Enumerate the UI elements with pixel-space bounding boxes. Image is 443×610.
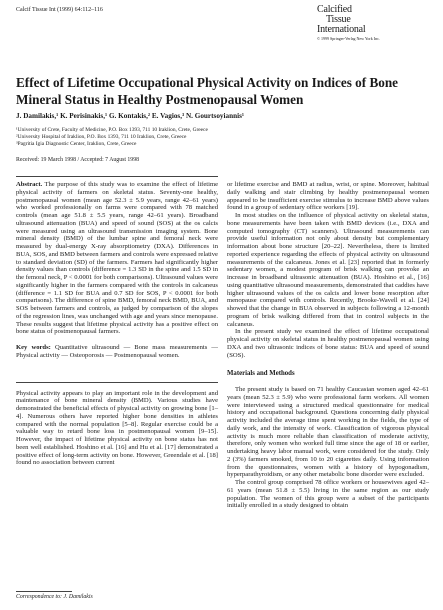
intro-paragraph-4: In the present study we examined the effect of lifetime occupational physical activity on skeletal status in healthy postmenopausal women using DXA and two ultrasonic indices of bone status: BUA and speed of sound (SOS). bbox=[227, 328, 429, 359]
copyright-notice: © 1999 Springer-Verlag New York Inc. bbox=[317, 36, 380, 41]
correspondence-footnote: Correspondence to: J. Damilakis bbox=[16, 594, 93, 600]
article-title: Effect of Lifetime Occupational Physical Activity on Indices of Bone Mineral Status in Healthy Postmenopausal Women bbox=[16, 75, 399, 107]
logo-line-2: Tissue bbox=[326, 14, 351, 25]
abstract-bottom-rule bbox=[16, 382, 218, 383]
abstract-text: The purpose of this study was to examine the effect of lifetime physical activity of farmers on skeletal status. Seventy-one healthy, postmenopausal women (mean age 52.3 ± 5.9 years, range 42–61 years) who worked professionally on farms were compared with 78 matched controls (mean age 51.8 ± 5.5 years, range 42–61 years). Broadband ultrasound attenuation (BUA) and speed of sound (SOS) at the os calcis were measured using an ultrasound transmission imaging system. Bone mineral density (BMD) of the lumbar spine and femoral neck were measured by dual-energy X-ray absorptiometry (DXA). Differences in BUA, SOS, and BMD between farmers and controls were expressed relative to standard deviation (SD) of the farmers. Farmers had significantly higher density values than controls (difference = 1.3 SD in the spine and 1.5 SD in the femoral neck, P < 0.0001 for both comparisons). Ultrasound values were significantly higher in the farmers compared with the controls in calcaneus (difference = 1.1 SD for BUA and 0.7 SD for SOS, P < 0.0001 for both comparisons). The difference of spine BMD, femoral neck BMD, BUA, and SOS between farmers and controls, as judged by comparison of the slopes of the regression lines, was unchanged with age and years since menopause. These results suggest that lifetime physical activity has a positive effect on bone status of postmenopausal farmers. bbox=[16, 181, 219, 336]
abstract-top-rule bbox=[16, 176, 218, 177]
affiliation-1: ¹University of Crete, Faculty of Medicine, P.O. Box 1393, 711 10 Iraklion, Crete, Greece bbox=[16, 127, 208, 133]
affiliation-3: ³Pagritia Igia Diagnostic Center, Iraklion, Crete, Greece bbox=[16, 141, 137, 148]
received-dates: Received: 19 March 1998 / Accepted: 7 August 1998 bbox=[16, 157, 139, 163]
methods-paragraph-2: The control group comprised 78 office workers or housewives aged 42–61 years (mean 51.8 ± 5.5) living in the same region as our study population. The women of this group were a subset of the participants initially enrolled in a study designed to obtain bbox=[227, 479, 429, 510]
affiliation-2: ²University Hospital of Iraklion, P.O. Box 1393, 711 10 Iraklion, Crete, Greece bbox=[16, 134, 187, 141]
left-column bbox=[16, 181, 218, 467]
author-list: J. Damilakis,¹ K. Perisinakis,¹ G. Kontakis,² E. Vagios,³ N. Gourtsoyiannis¹ bbox=[16, 112, 245, 120]
keywords-text: Quantitative ultrasound — Bone mass measurements — Physical activity — Osteoporosis — Postmenopausal women. bbox=[16, 344, 218, 359]
logo-line-1: Calcified bbox=[317, 4, 352, 15]
footnote-rule bbox=[16, 591, 72, 592]
methods-paragraph-1: The present study is based on 71 healthy Caucasian women aged 42–61 years (mean 52.3 ± 5.9) who were professional farm workers. All women were interviewed using a structured medical questionnaire for medical history and occupational background. Questions concerning daily physical activity included the average time spent working in the fields, the type of daily work, and the intensity of work. Classification of vigorous physical activity is much more reliable than classification of moderate activity, therefore, only women who worked full time since the age of 18 or earlier, undertaking heavy labor manual work, were considered for the study. Only 2 (3%) farmers smoked, from 10 to 20 cigarettes daily. Using information from the questionnaires, women with a history of hypogonadism, hyperparathyroidism, or any other metabolic bone disorder were excluded. bbox=[227, 386, 429, 479]
keywords bbox=[16, 344, 218, 360]
journal-logo bbox=[317, 5, 429, 42]
methods-heading: Materials and Methods bbox=[227, 370, 295, 378]
abstract-label: Abstract. bbox=[16, 181, 43, 188]
journal-citation: Calcif Tissue Int (1999) 64:112–116 bbox=[16, 7, 103, 13]
intro-paragraph-3: In most studies on the influence of physical activity on skeletal status, bone measurements have been taken with BMD devices (i.e., DXA and computed tomography (CT) scanners). Ultrasound measurements can provide useful information not only about density but complementary information about bone structure [20–22]. Nevertheless, there is limited reported experience regarding the effects of physical activity on ultrasound measurements of the calcaneus. Jones et al. [23] reported that in formerly sedentary women, a modest program of brisk walking can provoke an increase in broadband ultrasonic attenuation (BUA). Hoshino et al., [16] using quantitative ultrasound measurements, demonstrated that caddies have higher ultrasound values of the os calcis and lower bone resorption after menopause compared with controls. Recently, Brooke-Wavell et al. [24] showed that the change in BUA observed in subjects following a 12-month program of brisk walking differed from that in control subjects in the calcaneus. bbox=[227, 212, 429, 328]
intro-paragraph-1: Physical activity appears to play an important role in the development and maintenance of bone mineral density (BMD). Various studies have demonstrated the beneficial effects of physical activity on growing bone [1–4]. Numerous others have reported higher bone densities in athletes compared with the normal population [5–8]. Regular exercise could be a valuable way to retard bone loss in postmenopausal women [9–15]. However, the impact of lifetime physical activity on bone status has not been well established. Hoshino et al. [16] and Hu et al. [17] demonstrated a positive effect of long-term activity on bone. However, Greendale et al. [18] found no association between current bbox=[16, 389, 218, 467]
intro-paragraph-2: or lifetime exercise and BMD at radius, wrist, or spine. Moreover, habitual daily walking and stair climbing by healthy postmenopausal women appeared to be insufficient exercise stimulus to increase BMD above values found in a group of sedentary office workers [19]. bbox=[227, 181, 429, 212]
affiliations bbox=[16, 127, 426, 148]
abstract bbox=[16, 181, 218, 336]
logo-line-3: International bbox=[317, 24, 366, 35]
right-column bbox=[227, 181, 429, 510]
keywords-label: Key words: bbox=[16, 344, 51, 351]
